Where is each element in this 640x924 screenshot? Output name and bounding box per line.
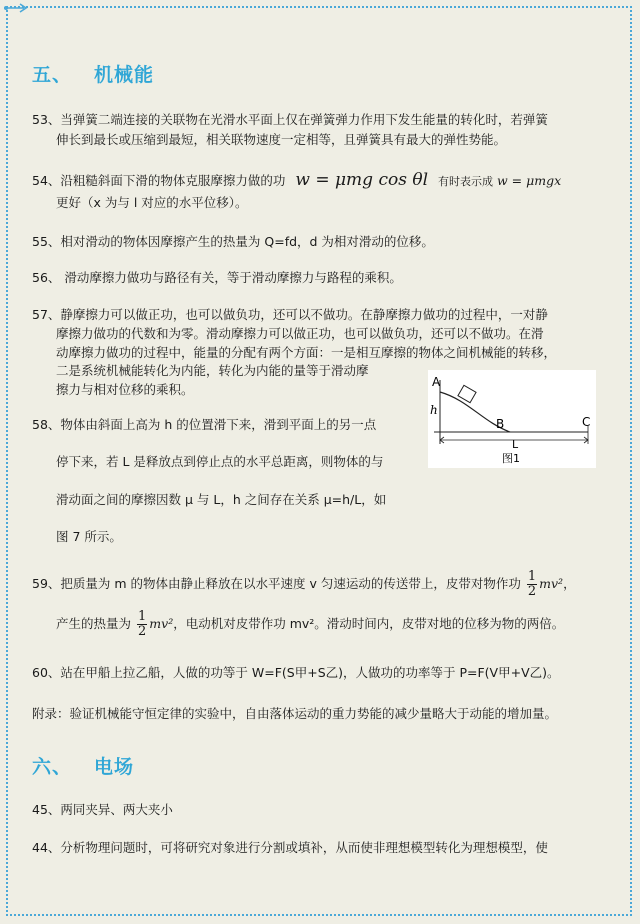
label-a: A bbox=[432, 375, 441, 389]
appendix-note: 附录：验证机械能守恒定律的实验中，自由落体运动的重力势能的减少量略大于动能的增加量。 bbox=[32, 706, 558, 721]
item-58-line3: 滑动面之间的摩擦因数 μ 与 L，h 之间存在关系 μ=h/L，如 bbox=[56, 492, 387, 507]
label-h: h bbox=[430, 403, 438, 417]
figure-caption: 图1 bbox=[502, 452, 520, 465]
fraction-half-2 bbox=[137, 610, 147, 639]
label-c: C bbox=[582, 415, 591, 429]
item-59-line1 bbox=[32, 570, 576, 599]
item-58-line2: 停下来，若 L 是释放点到停止点的水平总距离，则物体的与 bbox=[56, 454, 384, 469]
item-54-line1 bbox=[32, 170, 561, 190]
block-shape bbox=[458, 385, 476, 402]
item-54-formula-1: w = μmg cos θl bbox=[295, 170, 429, 190]
item-54-mid-text: 有时表示成 bbox=[438, 175, 494, 188]
item-59-text: 59、把质量为 m 的物体由静止释放在以水平速度 v 匀速运动的传送带上，皮带对物作功 bbox=[32, 576, 521, 591]
item-55: 55、相对滑动的物体因摩擦产生的热量为 Q=fd，d 为相对滑动的位移。 bbox=[32, 234, 434, 249]
item-57-line4: 二是系统机械能转化为内能，转化为内能的量等于滑动摩 bbox=[56, 363, 369, 378]
section-title: 机械能 bbox=[94, 64, 155, 86]
mv-squared: mv² bbox=[539, 576, 564, 591]
fraction-half bbox=[527, 570, 537, 599]
section-number: 六、 bbox=[32, 756, 73, 778]
pen-corner-icon bbox=[2, 2, 30, 14]
fraction-numerator: 1 bbox=[138, 609, 147, 624]
fraction-denominator: 2 bbox=[138, 624, 147, 639]
item-44: 44、分析物理问题时，可将研究对象进行分割或填补，从而使非理想模型转化为理想模型，使 bbox=[32, 840, 548, 855]
item-54-text: 54、沿粗糙斜面下滑的物体克服摩擦力做的功 bbox=[32, 173, 286, 188]
item-54-formula-2: w = μmgx bbox=[497, 173, 562, 188]
item-56: 56、 滑动摩擦力做功与路径有关，等于滑动摩擦力与路程的乘积。 bbox=[32, 270, 402, 285]
section-heading-mechanical-energy bbox=[32, 60, 154, 87]
mv-squared-2: mv² bbox=[149, 616, 174, 631]
item-57-line1: 57、静摩擦力可以做正功，也可以做负功，还可以不做功。在静摩擦力做功的过程中，一对静 bbox=[32, 307, 548, 322]
fraction-denominator: 2 bbox=[527, 584, 537, 599]
item-59-line2 bbox=[56, 610, 564, 639]
item-45: 45、两同夹异、两大夹小 bbox=[32, 802, 173, 817]
item-59-line2-pre: 产生的热量为 bbox=[56, 616, 132, 631]
incline-diagram bbox=[428, 370, 596, 468]
item-58-line1: 58、物体由斜面上高为 h 的位置滑下来，滑到平面上的另一点 bbox=[32, 417, 377, 432]
item-59-comma: ， bbox=[563, 576, 576, 591]
item-57-line3: 动摩擦力做功的过程中，能量的分配有两个方面：一是相互摩擦的物体之间机械能的转移， bbox=[56, 345, 557, 360]
item-58-line4: 图 7 所示。 bbox=[56, 529, 122, 544]
label-b: B bbox=[496, 417, 505, 431]
item-57-line2: 摩擦力做功的代数和为零。滑动摩擦力可以做正功，也可以做负功，还可以不做功。在滑 bbox=[56, 326, 544, 341]
section-heading-electric-field bbox=[32, 752, 134, 779]
section-number: 五、 bbox=[32, 64, 73, 86]
item-53-line2: 伸长到最长或压缩到最短，相关联物速度一定相等，且弹簧具有最大的弹性势能。 bbox=[56, 132, 507, 147]
item-57-line5: 擦力与相对位移的乘积。 bbox=[56, 382, 194, 397]
section-title: 电场 bbox=[94, 756, 135, 778]
label-l: L bbox=[512, 438, 519, 451]
item-60: 60、站在甲船上拉乙船，人做的功等于 W=F(S甲+S乙)，人做功的功率等于 P=F(V甲+V乙)。 bbox=[32, 665, 560, 680]
fraction-numerator: 1 bbox=[527, 569, 537, 584]
item-53-line1: 53、当弹簧二端连接的关联物在光滑水平面上仅在弹簧弹力作用下发生能量的转化时，若弹簧 bbox=[32, 112, 548, 127]
incline-figure bbox=[428, 370, 596, 468]
item-54-line2: 更好（x 为与 l 对应的水平位移）。 bbox=[56, 195, 248, 210]
item-59-line2-post: ，电动机对皮带作功 mv²。滑动时间内，皮带对地的位移为物的两倍。 bbox=[173, 616, 565, 631]
